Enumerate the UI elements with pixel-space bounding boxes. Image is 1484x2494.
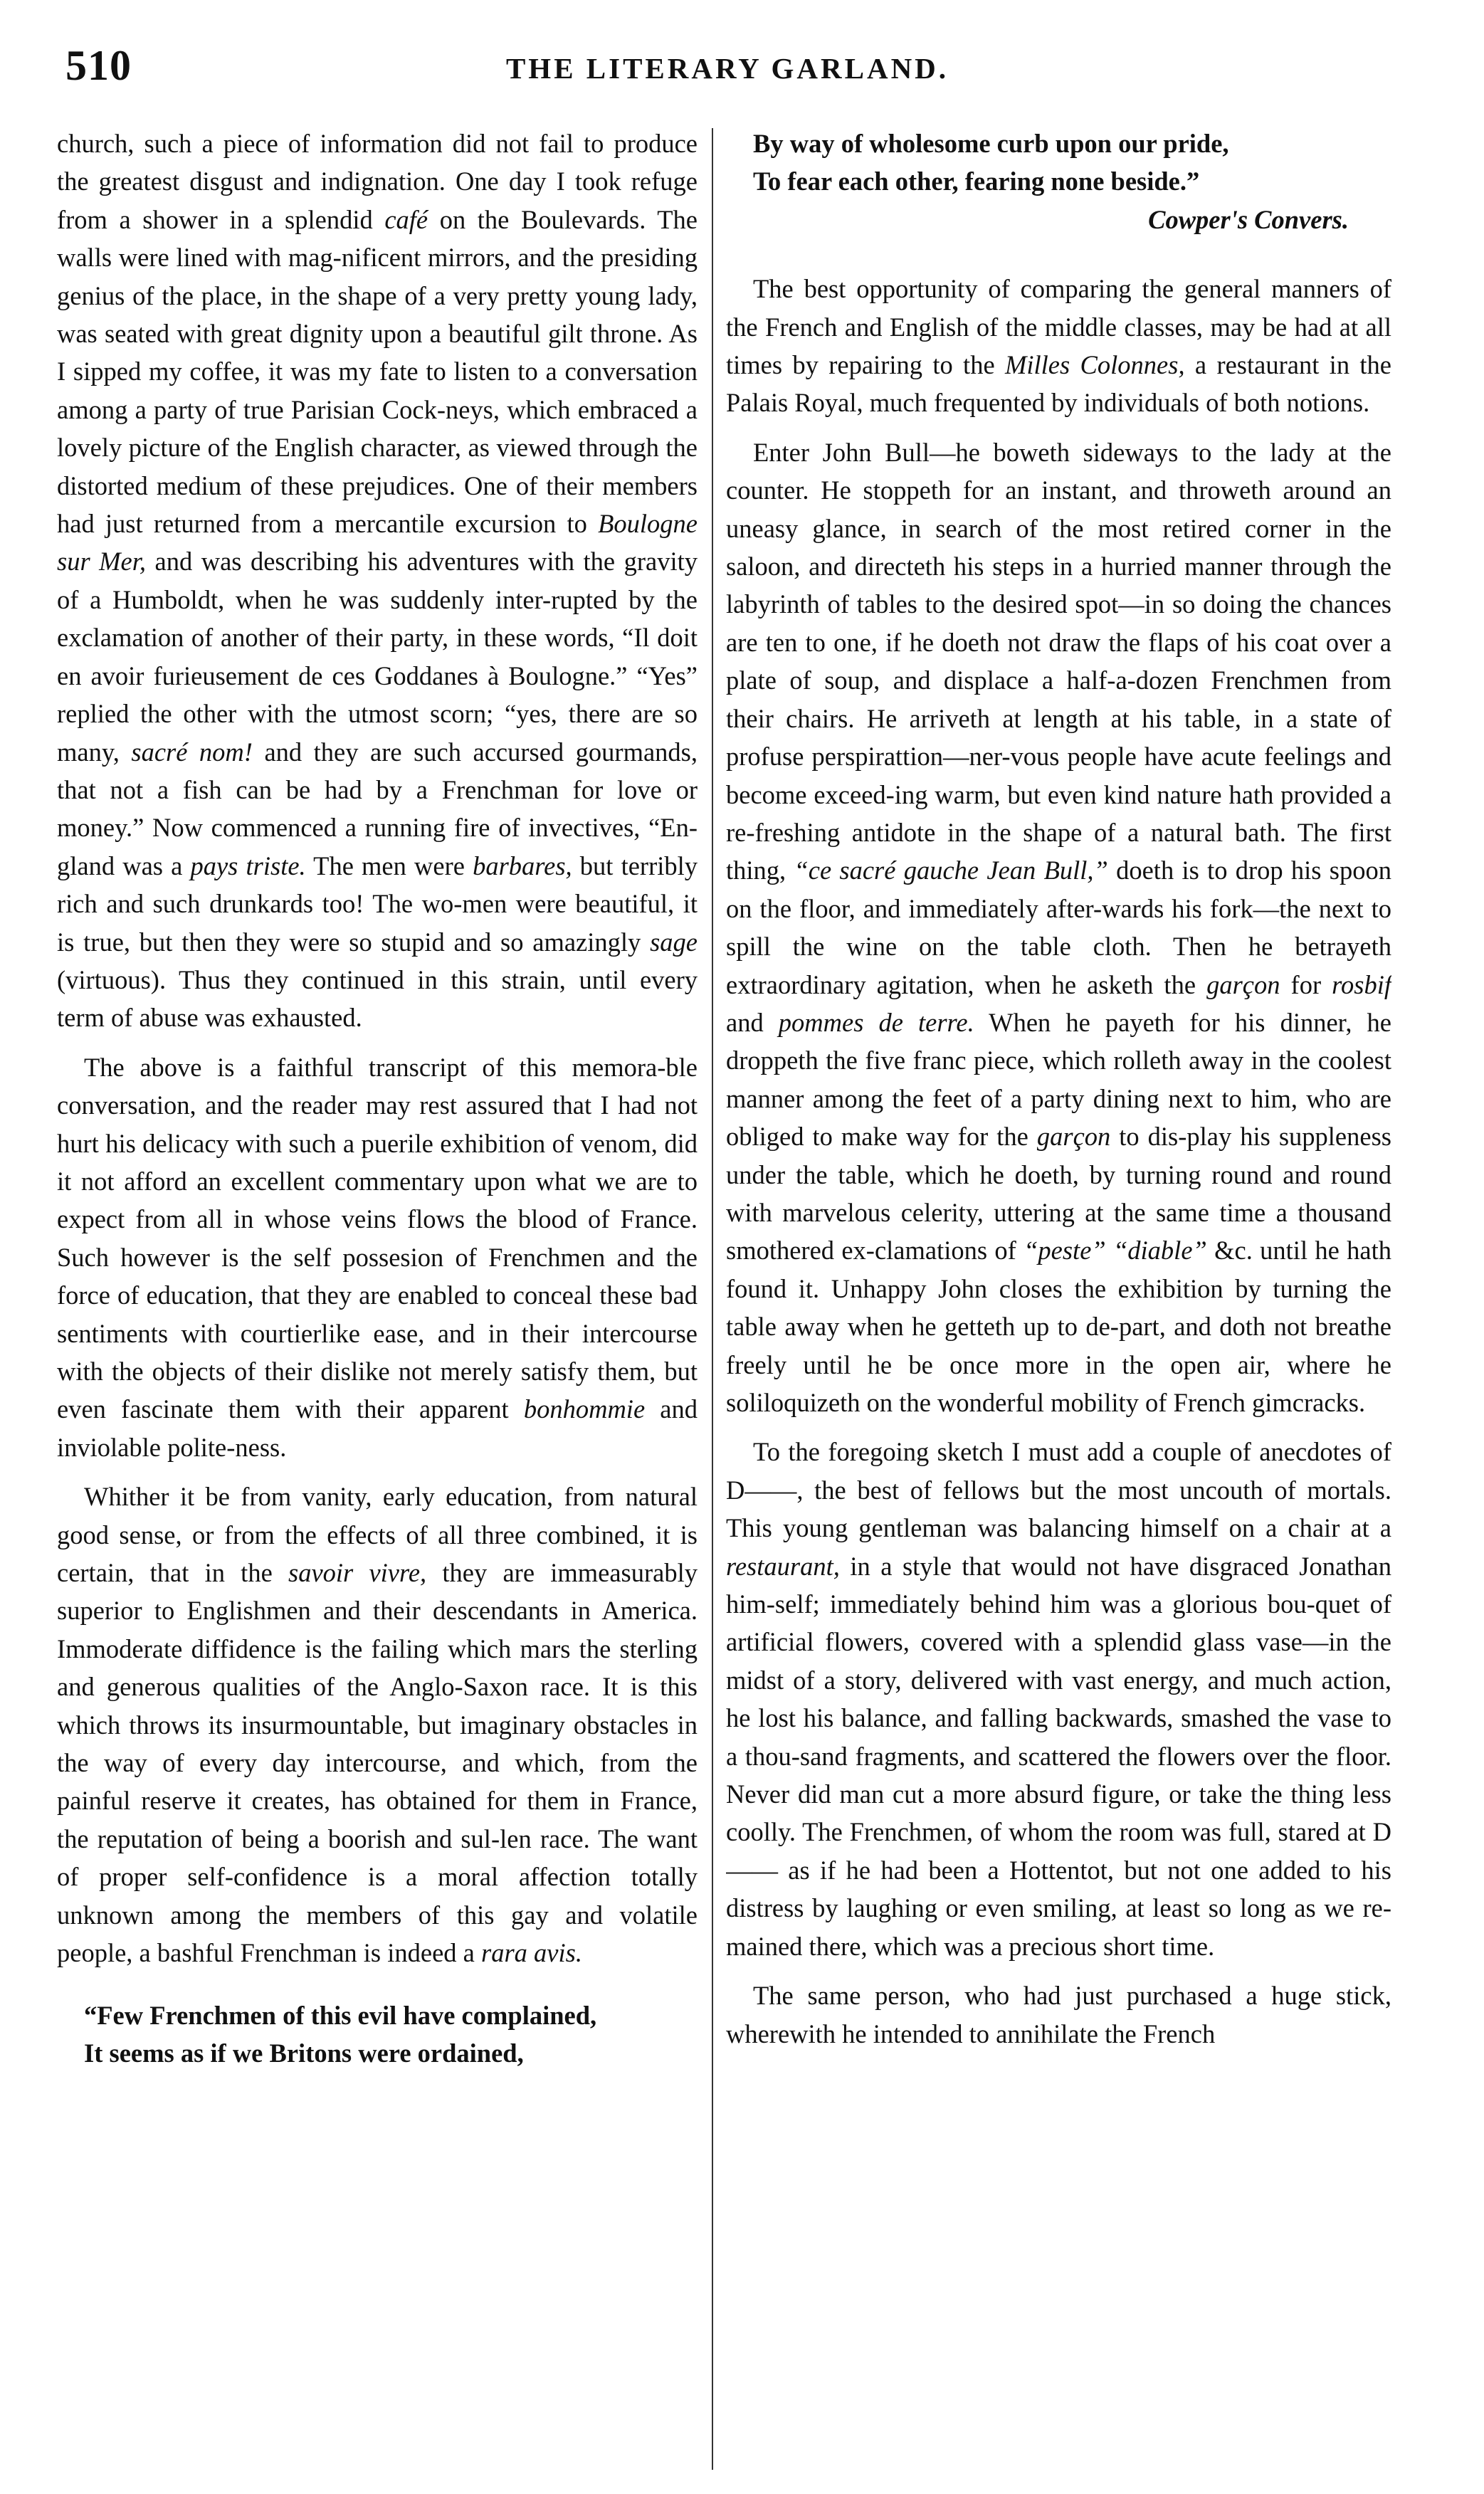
paragraph	[726, 433, 1391, 1422]
text-run: and was describing his adventures with the gravity of a Humboldt, when he was suddenly inter-rupted by the exclamation of another of their party, in these words, “Il doit en avoir furieusement de ces Goddanes à Boulogne.” “Yes” replied the other with the utmost scorn; “yes, there are so many,	[57, 547, 698, 767]
text-run: &c. until he hath found it. Unhappy John closes the exhibition by turning the table away when he getteth up to de-part, and doth not breathe freely until he be once more in the open air, where he soliloquizeth on the wonderful mobility of French gimcracks.	[726, 1236, 1391, 1417]
italic-text: savoir vivre,	[288, 1558, 427, 1588]
paragraph	[726, 270, 1391, 422]
italic-text: restaurant,	[726, 1551, 840, 1581]
right-column	[726, 125, 1391, 2473]
text-run: The above is a faithful transcript of this memora-ble conversation, and the reader may rest assured that I had not hurt his delicacy with such a puerile exhibition of venom, did it not afford an excellent commentary upon what we are to expect from all in whose veins flows the blood of France. Such however is the self possesion of Frenchmen and the force of education, that they are enabled to conceal these bad sentiments with courtierlike ease, and in their intercourse with the objects of their dislike not merely satisfy them, but even fascinate them with their apparent	[57, 1052, 698, 1424]
text-run: to dis-play his suppleness under the table, which he doeth, by turning round and round with marvelous celerity, uttering at the same time a thousand smothered ex-clamations of	[726, 1122, 1391, 1266]
running-title: THE LITERARY GARLAND.	[505, 52, 949, 85]
text-run: When he payeth for his dinner, he droppeth the five franc piece, which rolleth away in the coolest manner among the feet of a party dining next to him, who are obliged to make way for the	[726, 1007, 1391, 1152]
verse-line: It seems as if we Britons were ordained,	[84, 2038, 524, 2068]
italic-text: bonhommie	[523, 1394, 646, 1424]
text-run: Enter John Bull—he boweth sideways to the lady at the counter. He stoppeth for an instant, and throweth around an uneasy glance, in search of the most retired corner in the saloon, and directeth his steps in a hurried manner through the labyrinth of tables to the desired spot—in so doing the chances are ten to one, if he doeth not draw the flaps of his coat over a plate of soup, and displace a half-a-dozen Frenchmen from their chairs. He arriveth at length at his table, in a state of profuse perspirattion—ner-vous people have acute feelings and become exceed-ing warm, but even kind nature hath provided a re-freshing antidote in the shape of a natural bath. The first thing,	[726, 437, 1391, 885]
text-run: and	[726, 1007, 779, 1037]
text-run: and they are such accursed gourmands, that not a fish can be had by a Frenchman for love or money.” Now commenced a running fire of invectives, “En-gland was a	[57, 737, 698, 880]
italic-text: Milles Colonnes,	[1004, 350, 1185, 380]
italic-text: pays triste.	[190, 851, 306, 880]
column-divider	[712, 128, 713, 2470]
text-run: but terribly rich and such drunkards too! The wo-men were beautiful, it is true, but then they were so stupid and so amazingly	[57, 851, 698, 957]
verse-line: “Few Frenchmen of this evil have complained,	[84, 2000, 597, 2030]
italic-text: barbares,	[473, 851, 572, 880]
paragraph	[726, 1977, 1391, 2053]
right-column-body	[726, 270, 1391, 2053]
page-number: 510	[65, 42, 132, 89]
italic-text: sage	[650, 927, 698, 957]
text-run: To the foregoing sketch I must add a couple of anecdotes of D——, the best of fellows but the most uncouth of mortals. This young gentleman was balancing himself on a chair at a	[726, 1437, 1391, 1543]
text-run: Whither it be from vanity, early education, from natural good sense, or from the effects of all three combined, it is certain, that in the	[57, 1482, 698, 1588]
verse-attribution: Cowper's Convers.	[1148, 204, 1349, 234]
italic-text: pommes de terre.	[778, 1007, 974, 1037]
paragraph	[57, 125, 698, 1037]
italic-text: “ce sacré gauche Jean Bull,”	[794, 856, 1108, 885]
right-verse	[726, 125, 1391, 238]
text-run: (virtuous). Thus they continued in this strain, until every term of abuse was exhausted.	[57, 964, 698, 1033]
text-run: a restaurant in the Palais Royal, much frequented by individuals of both notions.	[726, 350, 1391, 418]
text-run: they are immeasurably superior to Englishmen and their descendants in America. Immoderate diffidence is the failing which mars the sterling and generous qualities of the Anglo-Saxon race. It is this which throws its insurmountable, but imaginary obstacles in the way of every day intercourse, and which, from the painful reserve it creates, has obtained for them in France, the reputation of being a boorish and sul-len race. The want of proper self-confidence is a moral affection totally unknown among the members of this gay and volatile people, a bashful Frenchman is indeed a	[57, 1558, 698, 1968]
left-verse	[57, 1996, 698, 2073]
italic-text: rara avis.	[480, 1938, 582, 1968]
verse-line: By way of wholesome curb upon our pride,	[753, 129, 1229, 158]
left-column	[57, 125, 698, 2473]
paragraph	[726, 1433, 1391, 1965]
italic-text: “peste” “diable”	[1023, 1236, 1207, 1266]
text-run: church, such a piece of information did not fail to produce the greatest disgust and indignation. One day I took refuge from a shower in a splendid	[57, 129, 698, 234]
paragraph	[57, 1048, 698, 1466]
italic-text: rosbif	[1332, 969, 1391, 999]
italic-text: garçon	[1036, 1122, 1111, 1152]
text-run: in a style that would not have disgraced Jonathan him-self; immediately behind him was a glorious bou-quet of artificial flowers, covered with a splendid glass vase—in the midst of a story, delivered with vast energy, and much action, he lost his balance, and falling backwards, smashed the vase to a thou-sand fragments, and scattered the flowers over the floor. Never did man cut a more absurd figure, or take the thing less coolly. The Frenchmen, of whom the room was full, stared at D—— as if he had been a Hottentot, but not one added to his distress by laughing or even smiling, at least so long as we re-mained there, which was a precious short time.	[726, 1551, 1391, 1961]
verse-line: To fear each other, fearing none beside.”	[753, 167, 1200, 196]
italic-text: garçon	[1206, 969, 1280, 999]
italic-text: sacré nom!	[131, 737, 253, 767]
text-run: doeth is to drop his spoon on the floor, and immediately after-wards his fork—the next to spill the wine on the table cloth. Then he betrayeth extraordinary agitation, when he asketh the	[726, 856, 1391, 999]
text-run: for	[1280, 969, 1332, 999]
italic-text: Boulogne sur Mer,	[57, 509, 698, 577]
text-run: The best opportunity of comparing the general manners of the French and English of the middle classes, may be had at all times by repairing to the	[726, 274, 1391, 380]
text-run: The same person, who had just purchased a huge stick, wherewith he intended to annihilate the French	[726, 1981, 1391, 2048]
left-column-body	[57, 125, 698, 1972]
text-run: The men were	[305, 851, 473, 880]
text-run: on the Boulevards. The walls were lined with mag-nificent mirrors, and the presiding genius of the place, in the shape of a very pretty young lady, was seated with great dignity upon a beautiful gilt throne. As I sipped my coffee, it was my fate to listen to a conversation among a party of true Parisian Cock-neys, which embraced a lovely picture of the English character, as viewed through the distorted medium of these prejudices. One of their members had just returned from a mercantile excursion to	[57, 204, 698, 539]
page-header	[65, 41, 1389, 105]
paragraph	[57, 1478, 698, 1972]
italic-text: café	[384, 204, 428, 234]
text-run: and inviolable polite-ness.	[57, 1394, 698, 1462]
